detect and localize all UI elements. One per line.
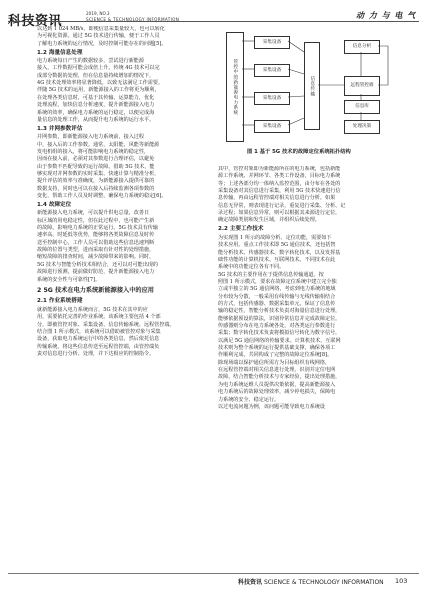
text-line: 提升评估的效率与准确度，为新能源接入提供可靠的	[37, 178, 155, 185]
text-line: 送至控制中心，工作人员可以借助这些信息迅速判断	[37, 239, 155, 246]
footer-divider	[8, 573, 419, 574]
text-line: 因而在接入前，必须对其参数进行合理评估，以避免	[37, 156, 155, 163]
text-line: 的方式，包括传感器、数据采集单元，保证了信息传	[218, 300, 336, 307]
text-line: 以满足 5G 通信网络的传输要求。计算机技术、互联网	[218, 337, 341, 344]
section-heading: 2.2 主要工作技术	[218, 226, 264, 233]
journal-english-name: SCIENCE & TECHNOLOGY INFORMATION	[86, 17, 180, 22]
chapter-heading: 2 5G 技术在电力系统新能源接入中的应用	[37, 286, 154, 294]
text-line: 系统的安全性与可靠性[7]。	[37, 276, 101, 283]
text-line: 电力系统后的故障处理效率，减少停电损失，保障电	[218, 389, 336, 396]
text-line: 系统中的功能定位各有不同。	[218, 264, 285, 271]
text-line: 数据支持，同时也可以在接入后持续监测各项参数的	[37, 185, 155, 192]
text-line: 作顺利完成，共同构成了完整的故障定位系统[8]。	[218, 352, 333, 359]
issue-number: 2019, NO.3	[86, 11, 110, 16]
text-line: 以达到 1 024 MB/s，即便信息采集量较大，也可以转化	[37, 26, 165, 32]
text-line: 故障进行预测，提前做好防范，提升新能源接入电力	[37, 269, 155, 276]
text-line: 电力系统每日产生的数据较多，尝试进行新能源	[37, 58, 144, 65]
section-label: 动 力 与 电 气	[356, 10, 417, 20]
figure-remote-control-box: 远程管控端	[344, 76, 380, 96]
text-line: 就新能源接入电力系统而言，5G 技术在其中的应	[37, 306, 148, 313]
text-line: 源工作系统、并网环节、各类工作设备，目标电力系统	[218, 173, 341, 180]
text-line: 变化，帮助工作人员及时调整，确保电力系统的稳定[6]。	[37, 193, 167, 199]
text-line: 系统的效率，确保电力系统的运行稳定，以便完成海	[37, 109, 155, 116]
text-line: 设备，获取电力系统运行中的各类信息，然后依托信息	[37, 336, 160, 343]
text-line: 技术则为整个系统的运行提供基础支撑，确保各项工	[218, 345, 336, 352]
text-line: 5G 技术与智能分析技术相结合，还可以对可能出现的	[37, 261, 158, 268]
text-line: 分布较为分散，一般采用有线传输与无线传输相结合	[218, 293, 336, 300]
journal-brand: 科技资讯	[8, 14, 63, 29]
text-line: 除现场端以保护通信所需方为目标组织有线网络，	[218, 359, 331, 366]
text-line: 故障的位置与类型，进而采取有针对性的处理措施，	[37, 247, 155, 254]
text-line: 用，需要依托完善的作业系统。该系统主要包括 4 个部	[37, 314, 161, 321]
text-line: 新能源接入电力系统，可以提升供电总量，改善日	[37, 210, 150, 217]
text-line: 能分析技术、传感器技术、数字转化技术，以及发挥基	[218, 249, 341, 256]
figure-transmission-box: 信息传输	[304, 42, 320, 130]
text-line: 发电机组的接入，将可能影响电力系统的稳定性，	[37, 148, 150, 155]
text-line: 为电力系统运维人员提供决策依据，提高新能源接入	[218, 381, 336, 388]
text-line: 传输系统，将这些信息传送至远程管控端，由管控端负	[37, 343, 160, 350]
figure-collector-box: 采集设备	[254, 36, 290, 49]
text-line: 量信息的处理工作，从而提升电力系统的运行水平。	[37, 116, 155, 123]
text-line: 结合图 1 所示模式，该系统可以借助被管控对象与采集	[37, 328, 161, 335]
text-line: 等；上述各部分均一体纳入监控范围，由分布在各处的	[218, 180, 341, 187]
text-line: 录过程；如果信息异常，则可以根据其来源进行定位，	[218, 210, 341, 217]
text-line: 分，即被管控对象、采集设备、信息传输系统、远程管控端。	[37, 321, 175, 328]
text-line: 技术应用。重点工作技术即 5G 通信技术，还包括智	[218, 242, 336, 249]
section-heading: 1.3 并网参数评估	[37, 125, 83, 132]
text-line: 立或半独立的 5G 通信网络，考虑到电力系统的地域	[218, 286, 336, 293]
figure-collector-box: 采集设备	[254, 64, 290, 77]
text-line: 故障，结合智能分析技术与专家经验，提出处理措施，	[218, 374, 341, 381]
text-line: 责对信息进行分析、处理，并下达相应的控制指令。	[37, 350, 155, 357]
text-line: 并网参数，即新能源接入电力系统前，接入过程	[37, 134, 144, 141]
text-line: 以过电流问题为例，该问题可能导致电力系统设	[218, 403, 325, 410]
figure-caption: 图 1 基于 5G 技术的故障定位系统拓扑结构	[247, 149, 351, 155]
text-line: 处理流程，加快信息分析速度，提升新能源接入电力	[37, 102, 155, 109]
text-line: 4G 技术处理效率将显著降低，以致无法满足工作需要。	[37, 80, 164, 87]
text-line: 采集；数字转化技术负责将模拟信号转化为数字信号，	[218, 330, 341, 337]
text-line: 照图 1 所示模式，要求在故障定位系统中建立完全独	[218, 278, 337, 285]
text-line: 在处理各类信息时，可基于其传输、运算能力，优化	[37, 94, 155, 101]
header-divider	[8, 21, 419, 22]
section-heading: 1.2 海量信息处理	[37, 49, 83, 56]
text-line: 能够依据预设的算法，识别异常信息并完成故障定位。	[218, 315, 341, 322]
text-line: 接入，工作数据可能会成倍上升。传统 4G 技术可以完	[37, 65, 160, 72]
text-line: 为可视化资源。通过 5G 技术进行传输，便于工作人员	[37, 33, 160, 40]
text-line: 础性功能的计算机技术、互联网技术。不同技术在此	[218, 256, 336, 263]
figure-diagram	[222, 30, 404, 144]
text-line: 为实现图 1 所示的故障分析、定位功能，需要如下	[218, 234, 332, 241]
page-number: 103	[395, 577, 408, 585]
figure-database-box: 信息库	[344, 100, 380, 114]
figure-collector-box: 采集设备	[254, 120, 290, 133]
right-column	[218, 166, 410, 559]
text-line: 信息无异常，则表现进行记录，重复进行采集、分析、记	[218, 202, 346, 209]
text-line: 伴随 5G 技术的运用，新能源接入的工作将更为顺利，	[37, 87, 160, 94]
left-column	[37, 26, 223, 559]
text-line: 够实现对并网参数的实时采集、快速计算与精准分析，	[37, 170, 160, 177]
text-line: 的故障，影响电力系统的正常运行。5G 技术具有传输	[37, 225, 158, 232]
text-line: 传感器则分布在电力系统各处，对各类运行参数进行	[218, 323, 336, 329]
figure-decision-box: 处理决策	[344, 120, 380, 134]
text-line: 息传输，再由远程管控端对相关信息进行分析。如果	[218, 195, 336, 202]
footer-journal-english: SCIENCE & TECHNOLOGY INFORMATION	[263, 579, 384, 586]
figure-left-label: 管控中的新能源电力系统	[226, 32, 244, 142]
text-line: 了解电力系统的运行情况，及时控制可能存在的问题[5]。	[37, 40, 167, 47]
text-line: 输的稳定性。智能分析技术负责对海量信息进行处理，	[218, 308, 341, 315]
text-line: 由于参数不匹配导致的运行故障。借助 5G 技术，能	[37, 163, 155, 170]
section-heading: 1.4 故障定位	[37, 201, 72, 208]
text-line: 中，接入后的工作参数。通常，太阳能、风能等新能源	[37, 141, 160, 148]
text-line: 5G 技术的主要作用在于提供信息传输通道。按	[218, 271, 324, 278]
figure-connectors	[222, 30, 404, 144]
footer-journal-name: 科技资讯	[238, 579, 263, 586]
figure-collector-box: 采集设备	[254, 92, 290, 105]
text-line: 确定故障类别和发生区域，并组织后续处理。	[218, 217, 320, 224]
text-line: 其中，管控对象即为新能源所在的电力系统，包括新能	[218, 166, 341, 172]
text-line: 速率高、时延低等优势，能够将各类故障信息及时传	[37, 232, 155, 239]
text-line: 缩短故障的排查时间，减少故障带来的影响。同时，	[37, 254, 155, 261]
text-line: 力系统的安全、稳定运行。	[218, 396, 280, 403]
section-heading: 2.1 作业系统搭建	[37, 298, 83, 305]
text-line: 成部分数据的处理，但在信息量持续增加的情况下，	[37, 72, 155, 79]
figure-analysis-box: 信息分析	[344, 40, 380, 54]
text-line: 标区域的用电稳定性，但在此过程中，也可能产生新	[37, 217, 155, 224]
page-footer	[238, 577, 384, 586]
text-line: 在远程管控端对相关信息进行处理，识别并定位电网	[218, 367, 336, 374]
text-line: 采集设备对其信息进行采集，利用 5G 技术快速进行信	[218, 188, 341, 195]
